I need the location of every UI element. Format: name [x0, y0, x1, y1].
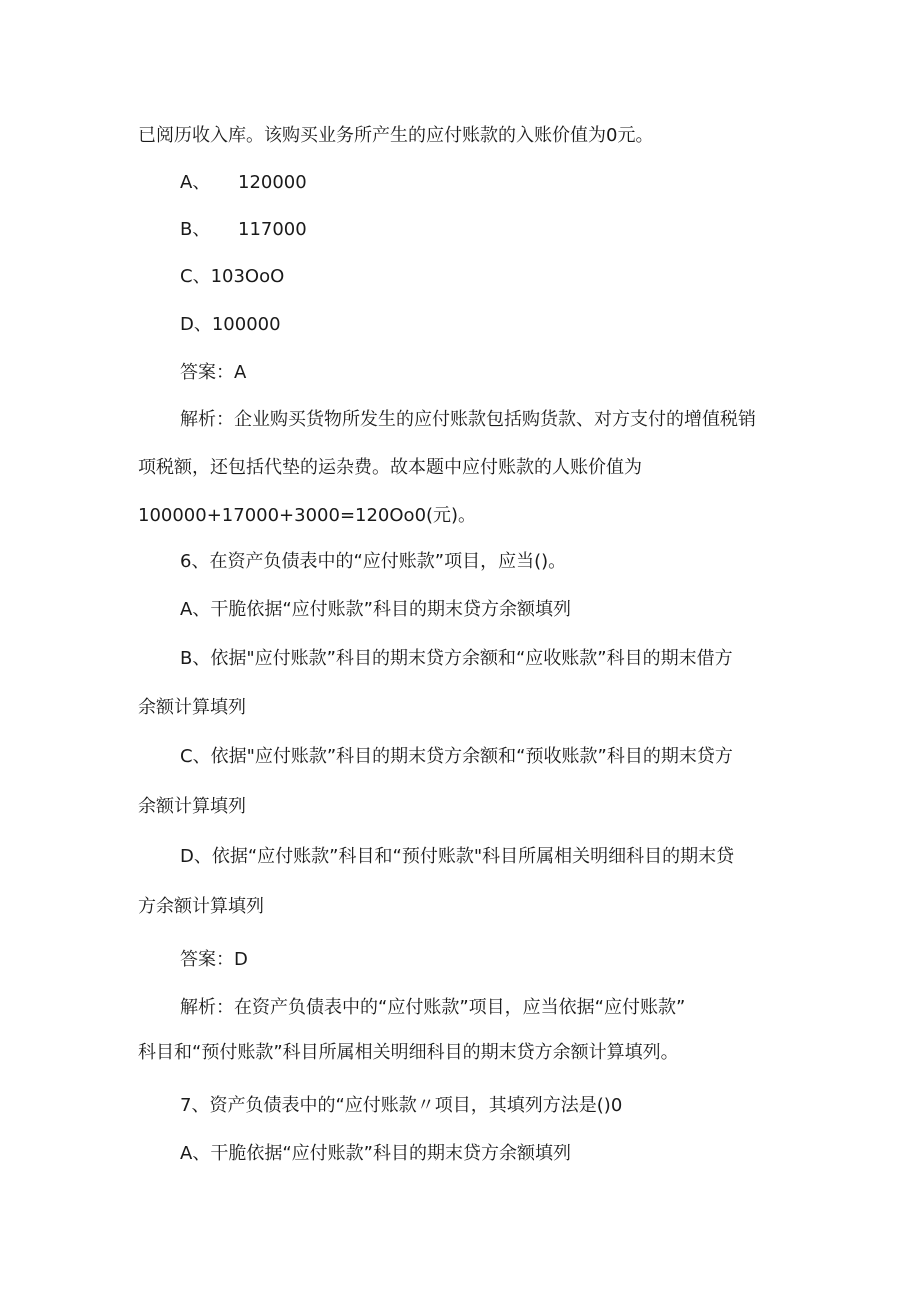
q6-option-d-line-1: D、依据“应付账款”科目和“预付账款"科目所属相关明细科目的期末贷 [180, 846, 735, 867]
q5-option-b-letter: B、 [180, 219, 211, 240]
q7-option-a: A、干脆依据“应付账款”科目的期末贷方余额填列 [180, 1143, 571, 1164]
q5-option-b [180, 218, 307, 242]
q6-stem: 6、在资产负债表中的“应付账款”项目，应当()。 [180, 551, 567, 572]
q5-option-c: C、103OoO [180, 266, 285, 287]
q7-stem: 7、资产负债表中的“应付账款〃项目，其填列方法是()0 [180, 1095, 623, 1116]
q6-answer: 答案：D [180, 949, 248, 970]
q5-option-b-value: 117000 [238, 219, 307, 240]
q5-analysis-line-2: 项税额，还包括代垫的运杂费。故本题中应付账款的人账价值为 [138, 457, 642, 478]
q6-option-c-line-2: 余额计算填列 [138, 796, 246, 817]
q5-option-a-value: 120000 [238, 172, 307, 193]
q6-option-d-line-2: 方余额计算填列 [138, 896, 264, 917]
q5-option-d: D、100000 [180, 314, 281, 335]
q5-analysis-line-3: 100000+17000+3000=120Oo0(元)。 [138, 505, 477, 526]
q5-stem-tail: 已阅历收入库。该购买业务所产生的应付账款的入账价值为0元。 [138, 125, 654, 146]
q5-option-a [180, 171, 307, 195]
q6-analysis-line-2: 科目和“预付账款”科目所属相关明细科目的期末贷方余额计算填列。 [138, 1042, 679, 1063]
q6-analysis-line-1: 解析：在资产负债表中的“应付账款”项目，应当依据“应付账款” [180, 997, 686, 1018]
q5-answer: 答案：A [180, 362, 247, 383]
q6-option-a: A、干脆依据“应付账款”科目的期末贷方余额填列 [180, 599, 571, 620]
q5-option-a-letter: A、 [180, 172, 211, 193]
q6-option-c-line-1: C、依据"应付账款”科目的期末贷方余额和“预收账款”科目的期末贷方 [180, 746, 733, 767]
q5-analysis-line-1: 解析：企业购买货物所发生的应付账款包括购货款、对方支付的增值税销 [180, 409, 756, 430]
q6-option-b-line-1: B、依据"应付账款”科目的期末贷方余额和“应收账款”科目的期末借方 [180, 648, 733, 669]
q6-option-b-line-2: 余额计算填列 [138, 697, 246, 718]
